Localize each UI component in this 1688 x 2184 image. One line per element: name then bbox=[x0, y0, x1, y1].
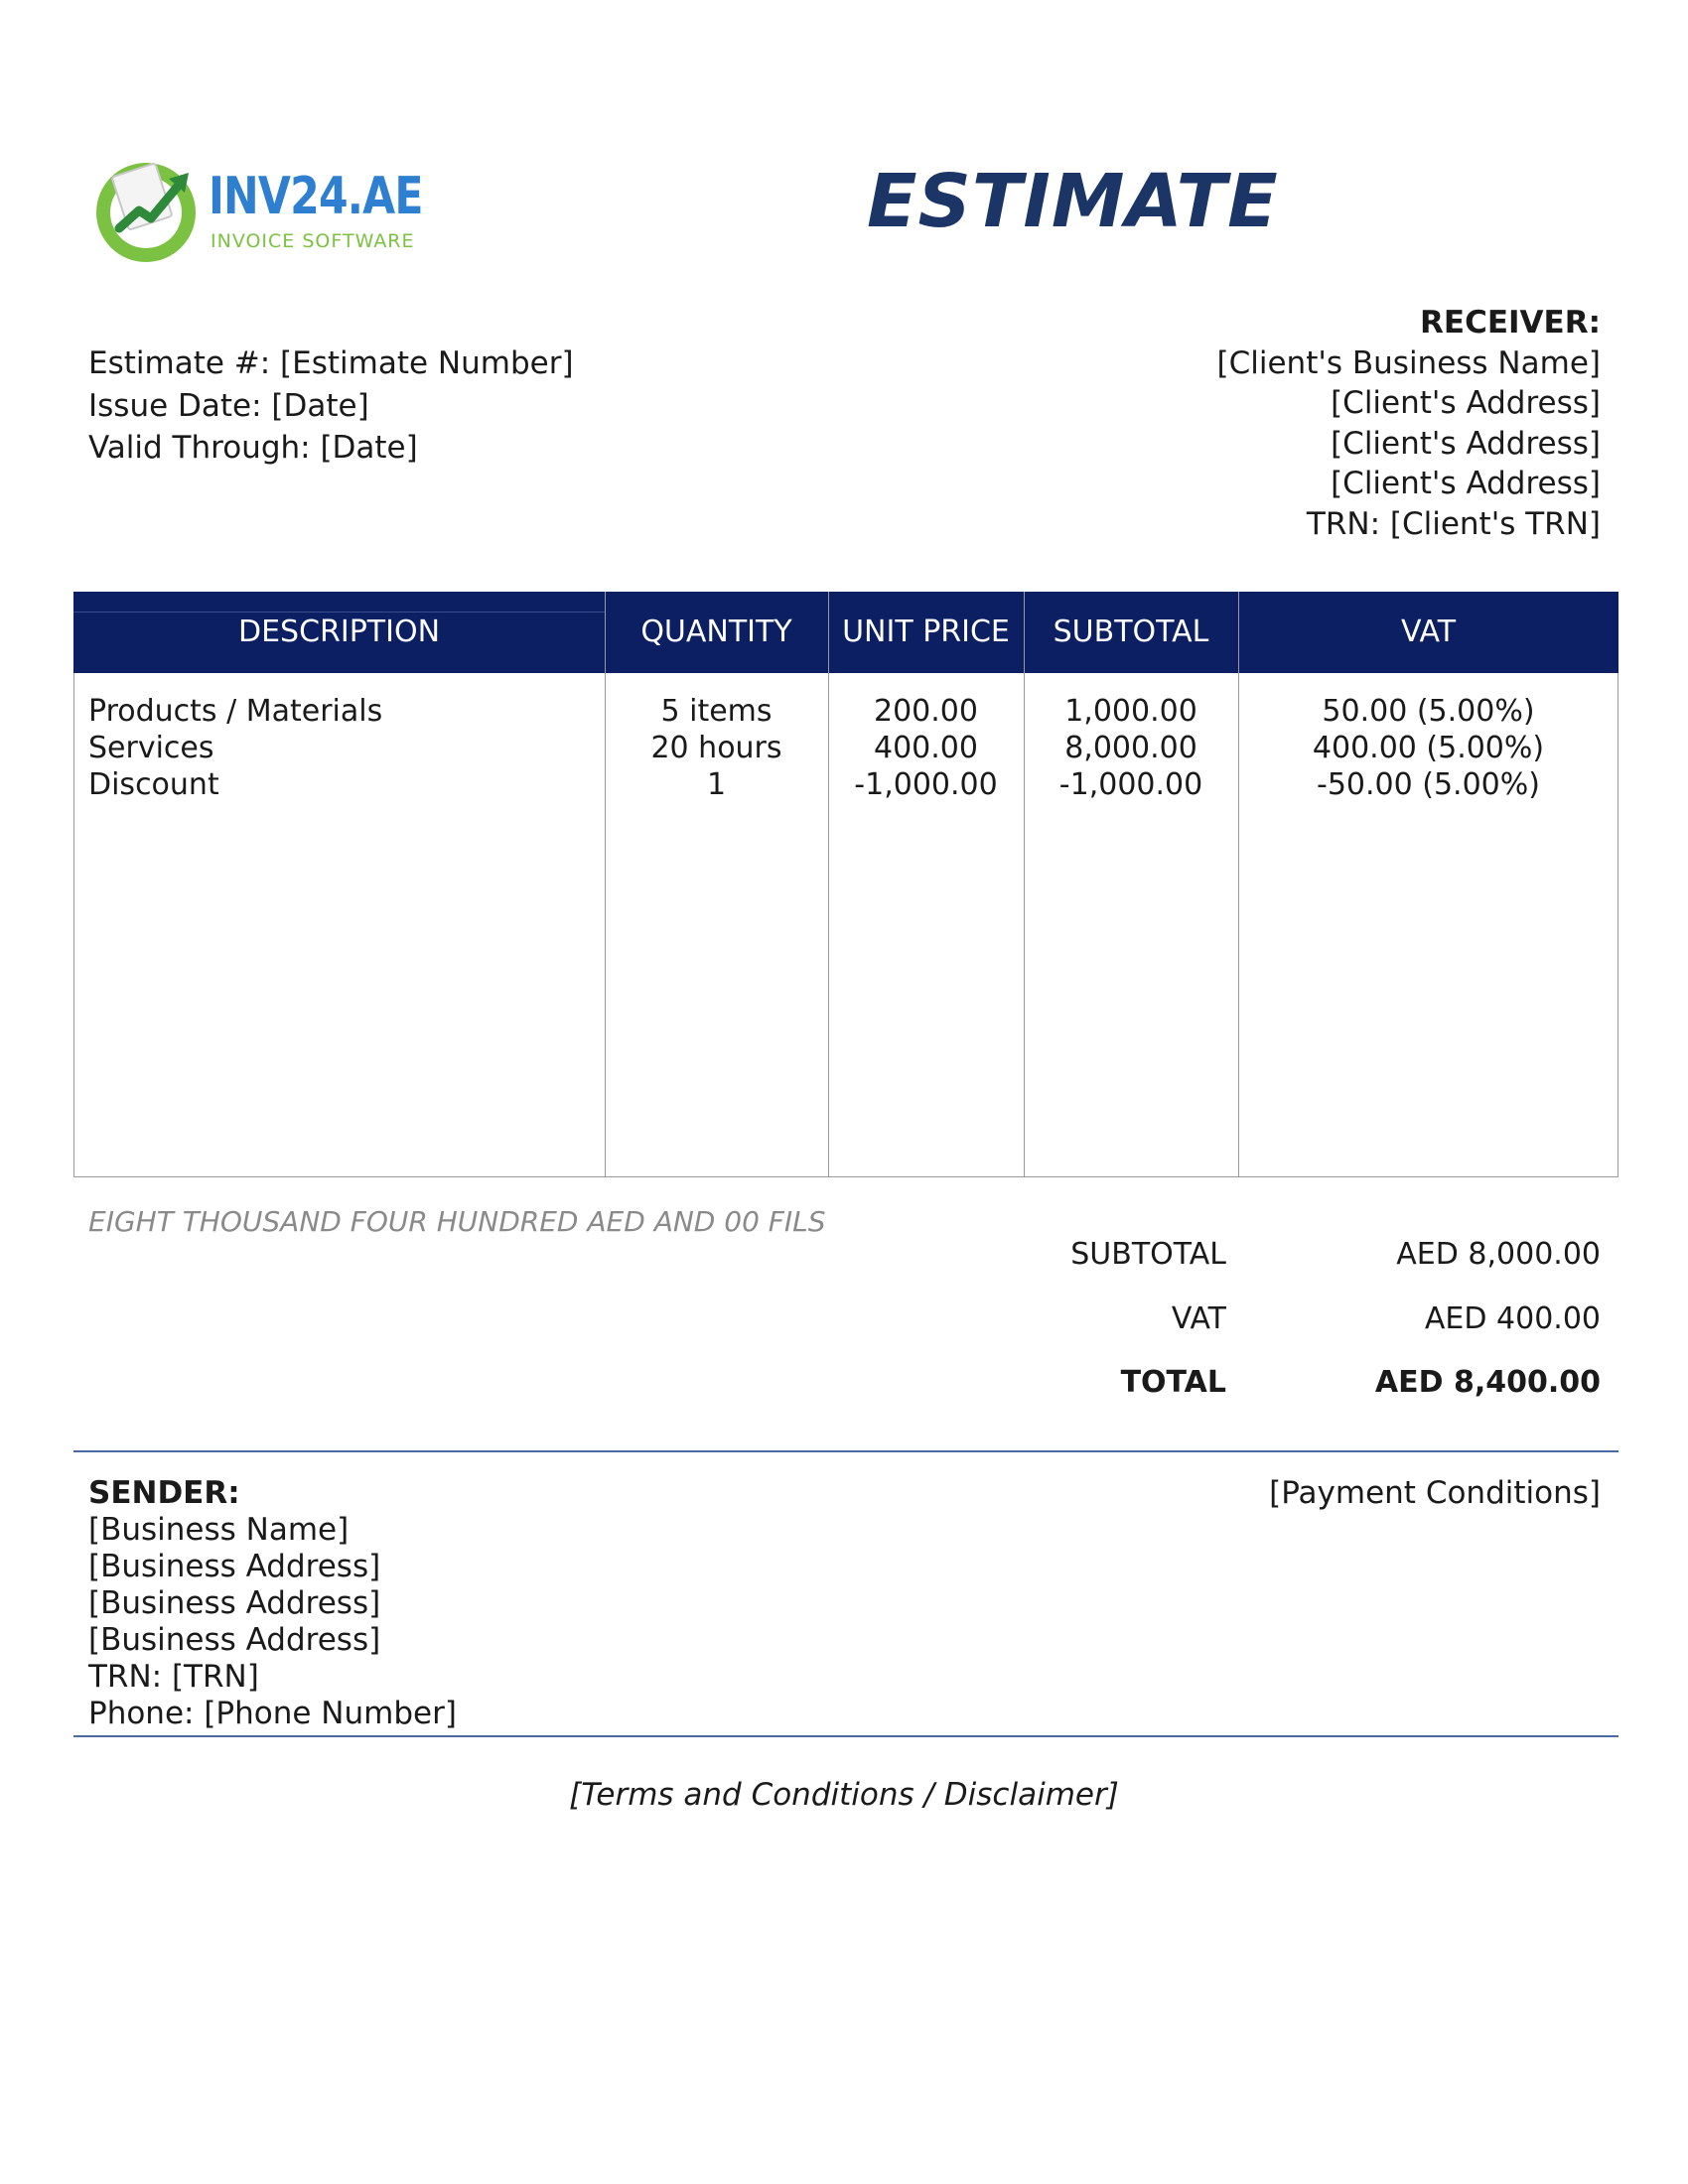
sender-block bbox=[88, 1475, 457, 1732]
receiver-address: [Client's Address] bbox=[1331, 426, 1601, 462]
sender-address: [Business Address] bbox=[88, 1585, 381, 1621]
header-quantity: QUANTITY bbox=[640, 614, 792, 649]
receiver-heading: RECEIVER: bbox=[1420, 305, 1601, 341]
description-column bbox=[88, 693, 382, 803]
table-cell: Products / Materials bbox=[88, 694, 383, 729]
total-value: AED 8,400.00 bbox=[1374, 1365, 1601, 1400]
sender-address: [Business Address] bbox=[88, 1549, 381, 1584]
table-cell: 1,000.00 bbox=[1064, 694, 1197, 729]
document-title: ESTIMATE bbox=[867, 159, 1279, 244]
table-cell: 400.00 (5.00%) bbox=[1312, 731, 1545, 765]
table-cell: Discount bbox=[88, 767, 219, 802]
sender-heading: SENDER: bbox=[88, 1475, 240, 1511]
logo-tagline: INVOICE SOFTWARE bbox=[211, 230, 415, 252]
receiver-address: [Client's Address] bbox=[1331, 466, 1601, 501]
vat-value: AED 400.00 bbox=[1424, 1301, 1601, 1336]
table-cell: 1 bbox=[706, 767, 727, 802]
table-cell: -50.00 (5.00%) bbox=[1317, 767, 1540, 802]
table-cell: 8,000.00 bbox=[1064, 731, 1197, 765]
table-cell: 5 items bbox=[660, 694, 773, 729]
logo-icon bbox=[89, 151, 204, 265]
table-cell: -1,000.00 bbox=[854, 767, 998, 802]
vat-label: VAT bbox=[1171, 1301, 1226, 1336]
terms-and-conditions: [Terms and Conditions / Disclaimer] bbox=[569, 1777, 1119, 1813]
sender-business-name: [Business Name] bbox=[88, 1512, 350, 1548]
column-divider bbox=[605, 592, 606, 1177]
receiver-trn: TRN: [Client's TRN] bbox=[1306, 506, 1601, 542]
column-divider bbox=[1024, 592, 1025, 1177]
amount-in-words: EIGHT THOUSAND FOUR HUNDRED AED AND 00 FILS bbox=[88, 1205, 826, 1238]
issue-date: Issue Date: [Date] bbox=[88, 388, 369, 424]
sender-address: [Business Address] bbox=[88, 1622, 381, 1658]
table-cell: 20 hours bbox=[650, 731, 782, 765]
table-cell: -1,000.00 bbox=[1058, 767, 1203, 802]
table-cell: 200.00 bbox=[874, 694, 978, 729]
items-table bbox=[73, 592, 1618, 1177]
column-divider bbox=[1238, 592, 1239, 1177]
divider bbox=[73, 1450, 1618, 1452]
payment-conditions: [Payment Conditions] bbox=[1269, 1475, 1601, 1511]
header-vat: VAT bbox=[1400, 614, 1457, 649]
table-cell: 400.00 bbox=[874, 731, 978, 765]
sender-phone: Phone: [Phone Number] bbox=[88, 1696, 457, 1731]
subtotal-value: AED 8,000.00 bbox=[1396, 1237, 1601, 1272]
sender-trn: TRN: [TRN] bbox=[88, 1659, 259, 1695]
subtotal-label: SUBTOTAL bbox=[1070, 1237, 1226, 1272]
divider bbox=[73, 1735, 1618, 1737]
estimate-number: Estimate #: [Estimate Number] bbox=[88, 345, 574, 381]
unit-price-column bbox=[828, 693, 1024, 803]
receiver-address: [Client's Address] bbox=[1331, 385, 1601, 421]
header-unit-price: UNIT PRICE bbox=[842, 614, 1010, 649]
total-label: TOTAL bbox=[1120, 1365, 1226, 1400]
receiver-business-name: [Client's Business Name] bbox=[1216, 345, 1601, 381]
column-divider bbox=[828, 592, 829, 1177]
table-cell: 50.00 (5.00%) bbox=[1322, 694, 1535, 729]
header-description: DESCRIPTION bbox=[237, 614, 441, 649]
vat-column bbox=[1238, 693, 1618, 803]
header-subtotal: SUBTOTAL bbox=[1053, 614, 1209, 649]
valid-through: Valid Through: [Date] bbox=[88, 430, 418, 466]
table-cell: Services bbox=[88, 731, 214, 765]
quantity-column bbox=[605, 693, 828, 803]
subtotal-column bbox=[1024, 693, 1238, 803]
logo-name: INV24.AE bbox=[209, 167, 423, 226]
